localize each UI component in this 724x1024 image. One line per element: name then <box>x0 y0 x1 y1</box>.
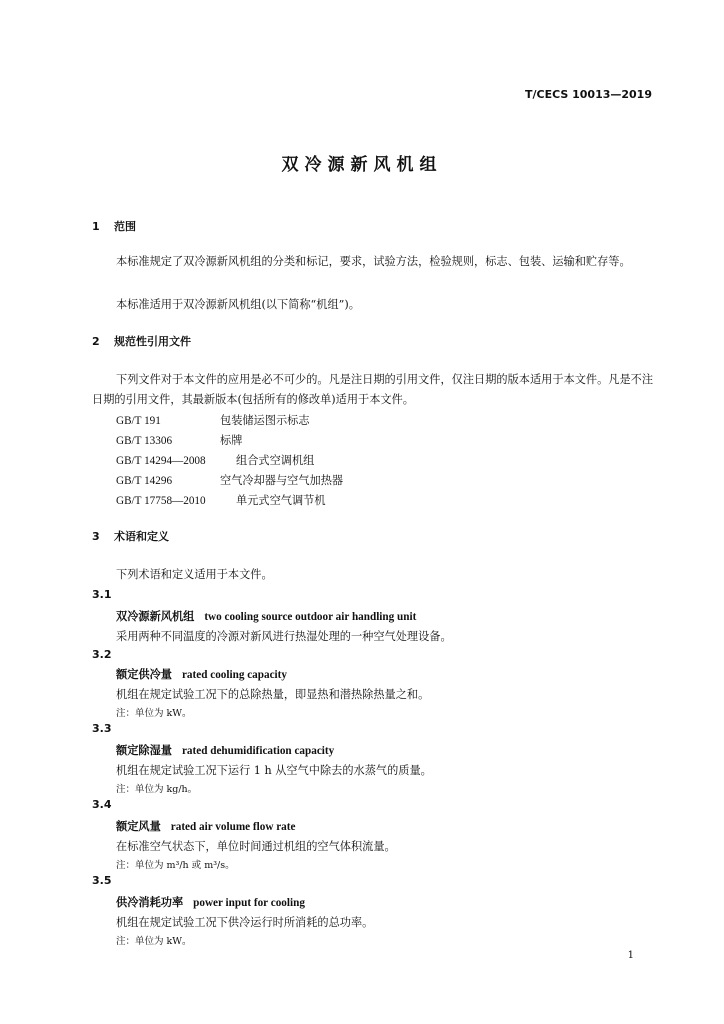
reference-code: GB/T 13306 <box>116 435 173 447</box>
section-1-heading <box>92 218 136 234</box>
term-heading <box>116 608 416 624</box>
term-heading <box>116 742 334 758</box>
term-note: 注：单位为 kW。 <box>116 708 192 719</box>
section-title: 范围 <box>114 220 136 233</box>
term-definition: 机组在规定试验工况下供冷运行时所消耗的总功率。 <box>116 916 374 929</box>
reference-item <box>116 412 310 428</box>
reference-code: GB/T 191 <box>116 415 161 427</box>
term-english: rated cooling capacity <box>181 669 287 681</box>
term-number: 3.4 <box>92 798 112 811</box>
standard-number: T/CECS 10013—2019 <box>524 88 652 101</box>
section-number: 3 <box>92 530 100 543</box>
term-heading <box>116 818 295 834</box>
reference-title: 组合式空调机组 <box>236 454 315 467</box>
document-title: 双冷源新风机组 <box>281 155 443 175</box>
reference-item <box>116 452 314 468</box>
term-chinese: 额定供冷量 <box>116 667 172 681</box>
page-number: 1 <box>627 950 634 961</box>
section-2-paragraph-1: 下列文件对于本文件的应用是必不可少的。凡是注日期的引用文件，仅注日期的版本适用于本文件。凡是不注日期的引用文件，其最新版本(包括所有的修改单)适用于本文件。 <box>92 373 654 406</box>
section-2-heading <box>92 333 191 349</box>
term-chinese: 额定除湿量 <box>116 743 172 757</box>
reference-code: GB/T 17758—2010 <box>116 495 206 507</box>
term-definition: 在标准空气状态下，单位时间通过机组的空气体积流量。 <box>116 840 396 853</box>
section-3-intro: 下列术语和定义适用于本文件。 <box>116 568 273 581</box>
term-english: rated dehumidification capacity <box>181 745 335 757</box>
term-chinese: 双冷源新风机组 <box>116 609 195 623</box>
reference-title: 包装储运图示标志 <box>220 414 310 427</box>
section-number: 1 <box>92 220 100 233</box>
term-number: 3.3 <box>92 722 112 735</box>
term-number: 3.5 <box>92 874 112 887</box>
section-1-paragraph-1: 本标准规定了双冷源新风机组的分类和标记，要求，试验方法，检验规则，标志、包装、运输和贮存等。 <box>116 255 631 268</box>
term-definition: 机组在规定试验工况下的总除热量，即显热和潜热除热量之和。 <box>116 688 430 701</box>
term-note: 注：单位为 kW。 <box>116 936 192 947</box>
reference-title: 单元式空气调节机 <box>236 494 326 507</box>
section-title: 规范性引用文件 <box>114 335 191 348</box>
reference-title: 空气冷却器与空气加热器 <box>220 474 344 487</box>
term-number: 3.2 <box>92 648 112 661</box>
section-number: 2 <box>92 335 100 348</box>
reference-item <box>116 472 343 488</box>
term-heading <box>116 666 287 682</box>
term-note: 注：单位为 m³/h 或 m³/s。 <box>116 860 235 871</box>
section-1-paragraph-2: 本标准适用于双冷源新风机组(以下简称“机组”)。 <box>116 298 360 311</box>
term-note: 注：单位为 kg/h。 <box>116 784 198 795</box>
term-english: rated air volume flow rate <box>170 821 296 833</box>
term-heading <box>116 894 305 910</box>
reference-title: 标牌 <box>220 434 243 447</box>
reference-code: GB/T 14296 <box>116 475 173 487</box>
reference-item <box>116 432 242 448</box>
term-number: 3.1 <box>92 588 112 601</box>
term-definition: 采用两种不同温度的冷源对新风进行热湿处理的一种空气处理设备。 <box>116 630 452 643</box>
term-definition: 机组在规定试验工况下运行 1 h 从空气中除去的水蒸气的质量。 <box>116 764 432 777</box>
section-title: 术语和定义 <box>114 530 169 543</box>
reference-item <box>116 492 326 508</box>
term-chinese: 供冷消耗功率 <box>116 895 184 909</box>
section-3-heading <box>92 528 169 544</box>
term-english: power input for cooling <box>193 897 305 909</box>
term-english: two cooling source outdoor air handling unit <box>204 611 417 623</box>
term-chinese: 额定风量 <box>116 819 161 833</box>
reference-code: GB/T 14294—2008 <box>116 455 206 467</box>
